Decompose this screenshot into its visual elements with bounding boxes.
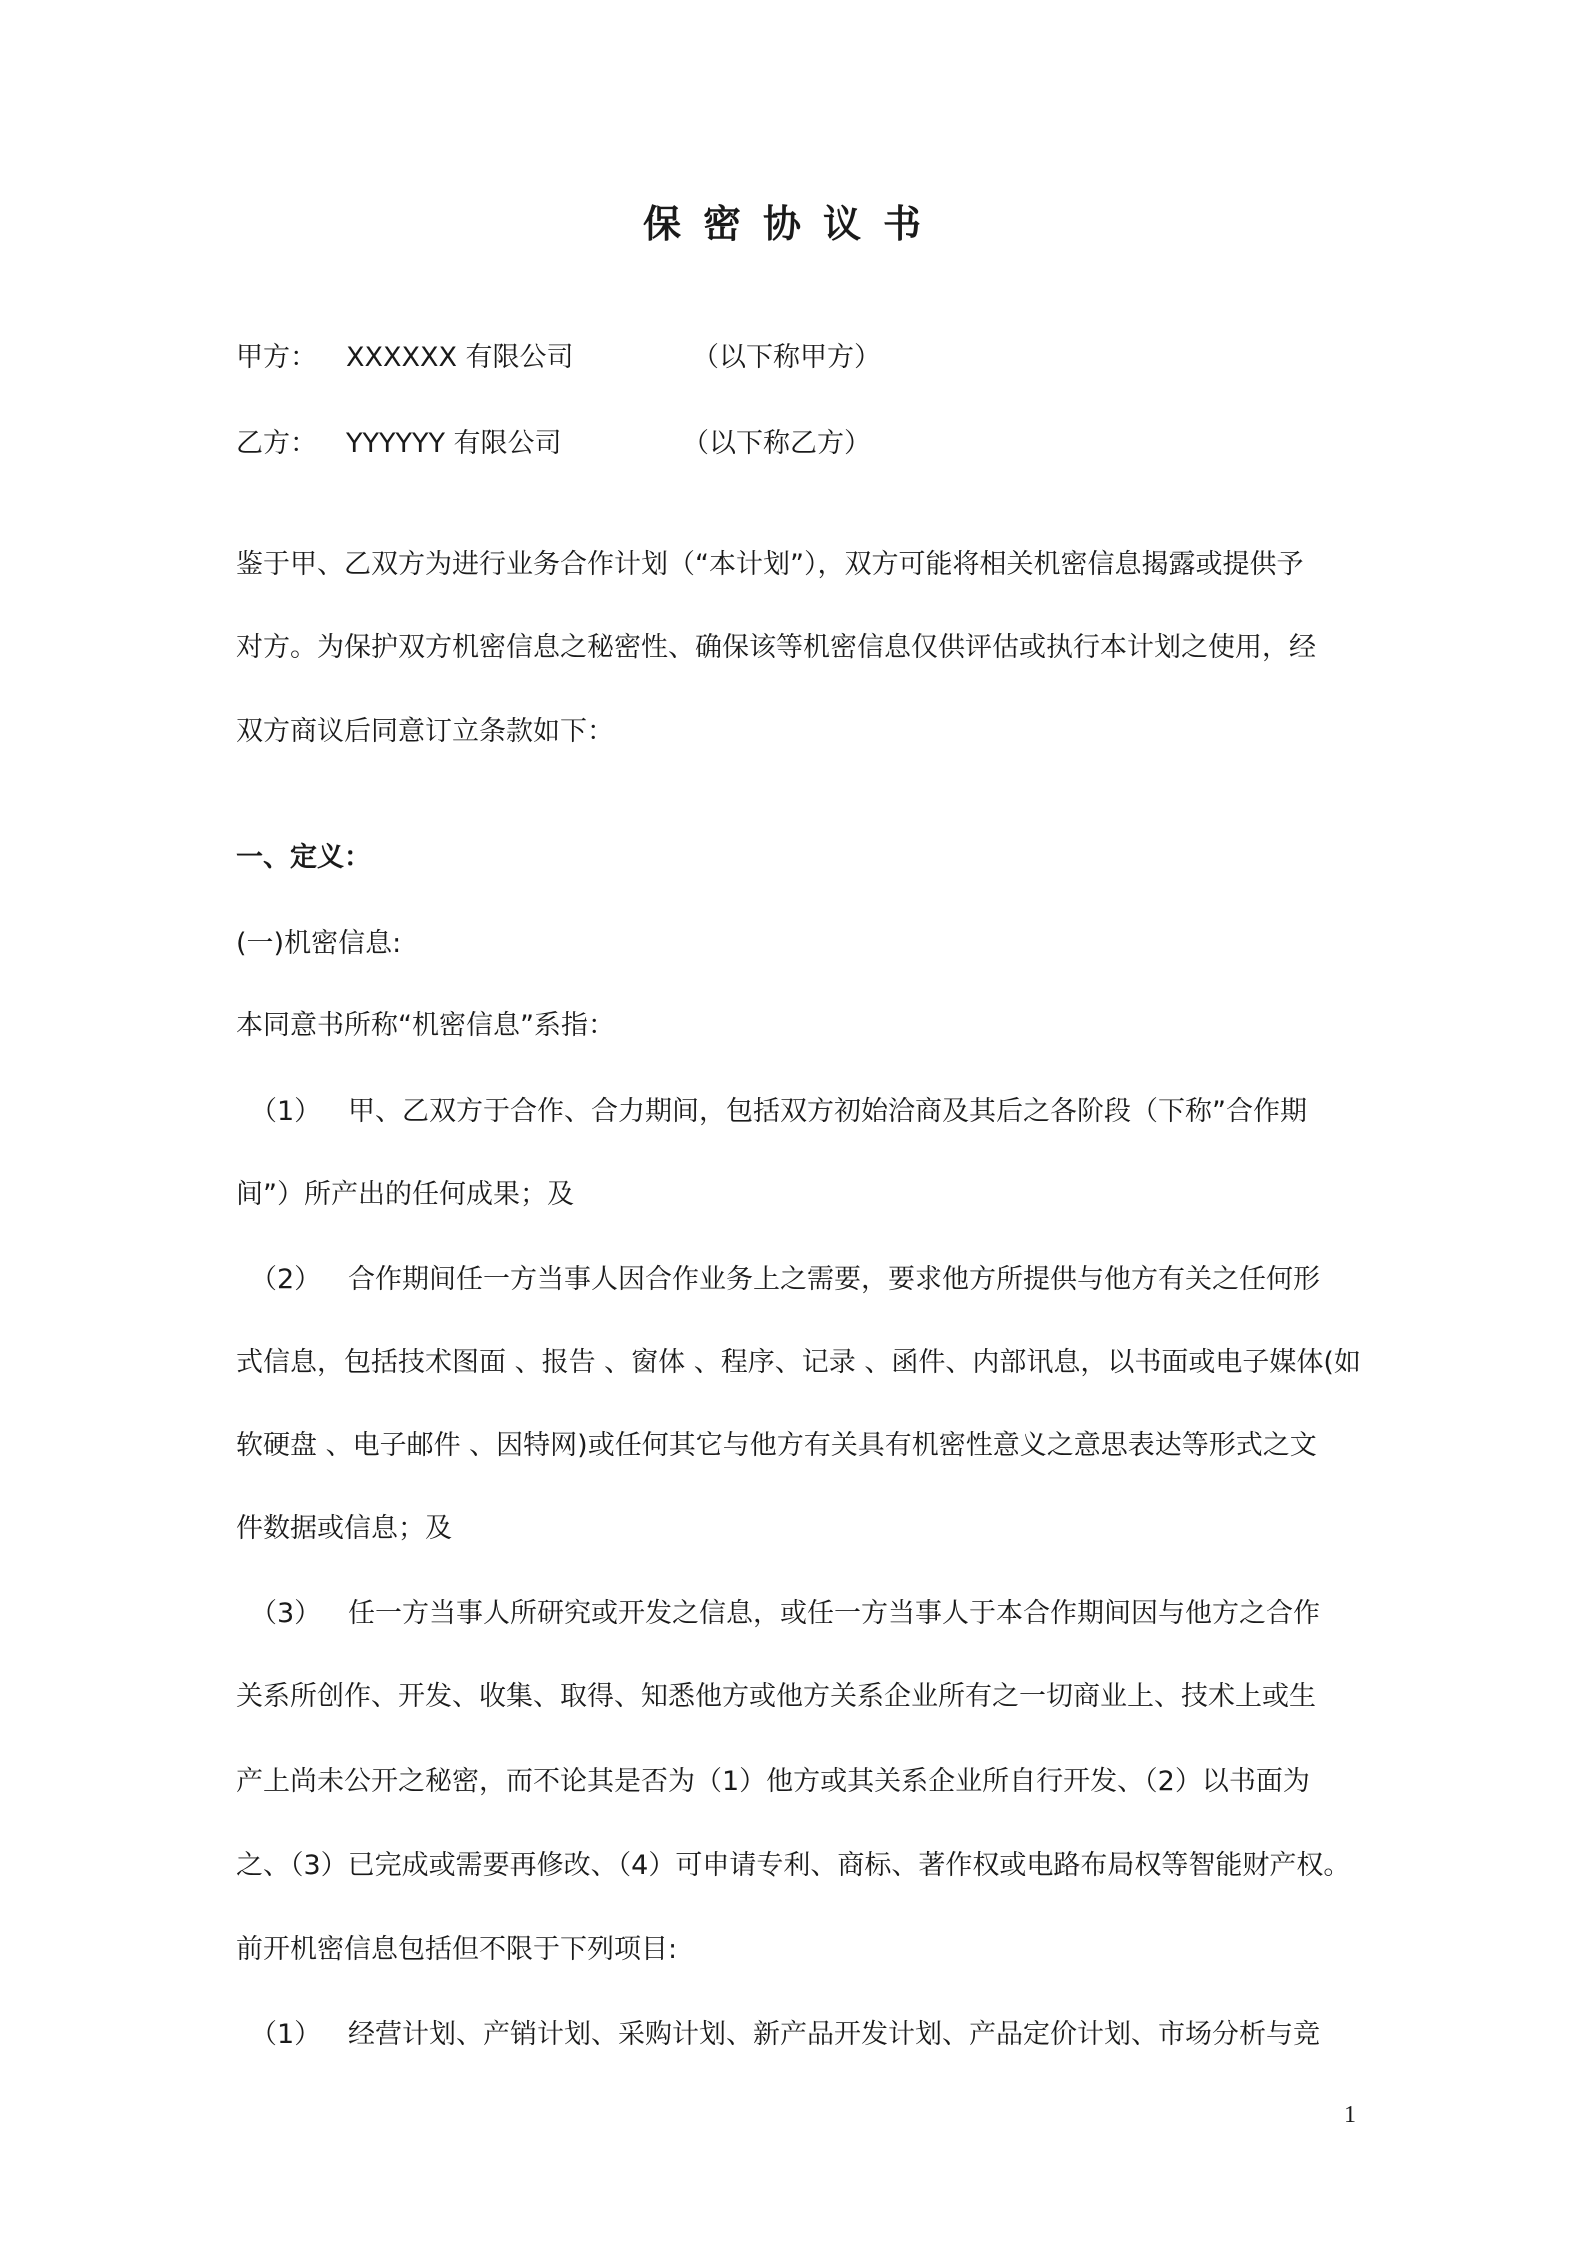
item-text: 甲、乙双方于合作、合力期间，包括双方初始洽商及其后之各阶段（下称”合作期 [348, 1096, 1307, 1127]
preamble-line: 对方。为保护双方机密信息之秘密性、确保该等机密信息仅供评估或执行本计划之使用，经 [236, 632, 1316, 663]
definition-intro: 本同意书所称“机密信息”系指： [236, 1010, 615, 1041]
item-number: （3） [250, 1598, 322, 1629]
item-text: 任一方当事人所研究或开发之信息，或任一方当事人于本合作期间因与他方之合作 [348, 1598, 1320, 1629]
party-b-label: 乙方： [236, 428, 317, 459]
item-continuation: 间”）所产出的任何成果；及 [236, 1179, 574, 1210]
item-number: （1） [250, 1096, 322, 1127]
item-continuation: 关系所创作、开发、收集、取得、知悉他方或他方关系企业所有之一切商业上、技术上或生 [236, 1681, 1316, 1712]
item-text: 合作期间任一方当事人因合作业务上之需要，要求他方所提供与他方有关之任何形 [348, 1264, 1320, 1295]
item-number: （2） [250, 1264, 322, 1295]
preamble-line: 双方商议后同意订立条款如下： [236, 716, 614, 747]
item-continuation: 件数据或信息；及 [236, 1513, 452, 1544]
party-b-alias: （以下称乙方） [682, 428, 871, 459]
section-heading: 一、定义： [236, 842, 371, 873]
party-a-alias: （以下称甲方） [692, 342, 881, 373]
preamble-line: 鉴于甲、乙双方为进行业务合作计划（“本计划”），双方可能将相关机密信息揭露或提供予 [236, 549, 1304, 580]
item-continuation: 产上尚未公开之秘密，而不论其是否为（1）他方或其关系企业所自行开发、（2）以书面为 [236, 1766, 1310, 1797]
list-intro: 前开机密信息包括但不限于下列项目: [236, 1934, 678, 1965]
party-a-name: XXXXXX 有限公司 [346, 342, 574, 373]
item-continuation: 之、（3）已完成或需要再修改、（4）可申请专利、商标、著作权或电路布局权等智能财产权。 [236, 1850, 1351, 1881]
subsection-heading: (一)机密信息: [236, 928, 402, 959]
list-item [236, 1092, 1366, 1132]
item-text: 经营计划、产销计划、采购计划、新产品开发计划、产品定价计划、市场分析与竞 [348, 2019, 1320, 2050]
party-a-label: 甲方： [236, 342, 317, 373]
page-number: 1 [1344, 2102, 1356, 2128]
party-b-name: YYYYYY 有限公司 [346, 428, 562, 459]
document-title: 保密协议书 [642, 202, 943, 246]
list-item [236, 2015, 1366, 2055]
item-number: （1） [250, 2019, 322, 2050]
item-continuation: 软硬盘 、电子邮件 、因特网)或任何其它与他方有关具有机密性意义之意思表达等形式之文 [236, 1430, 1317, 1461]
item-continuation: 式信息，包括技术图面 、报告 、窗体 、程序、记录 、函件、内部讯息，以书面或电子媒体(如 [236, 1347, 1361, 1378]
list-item [236, 1260, 1366, 1300]
list-item [236, 1594, 1366, 1634]
